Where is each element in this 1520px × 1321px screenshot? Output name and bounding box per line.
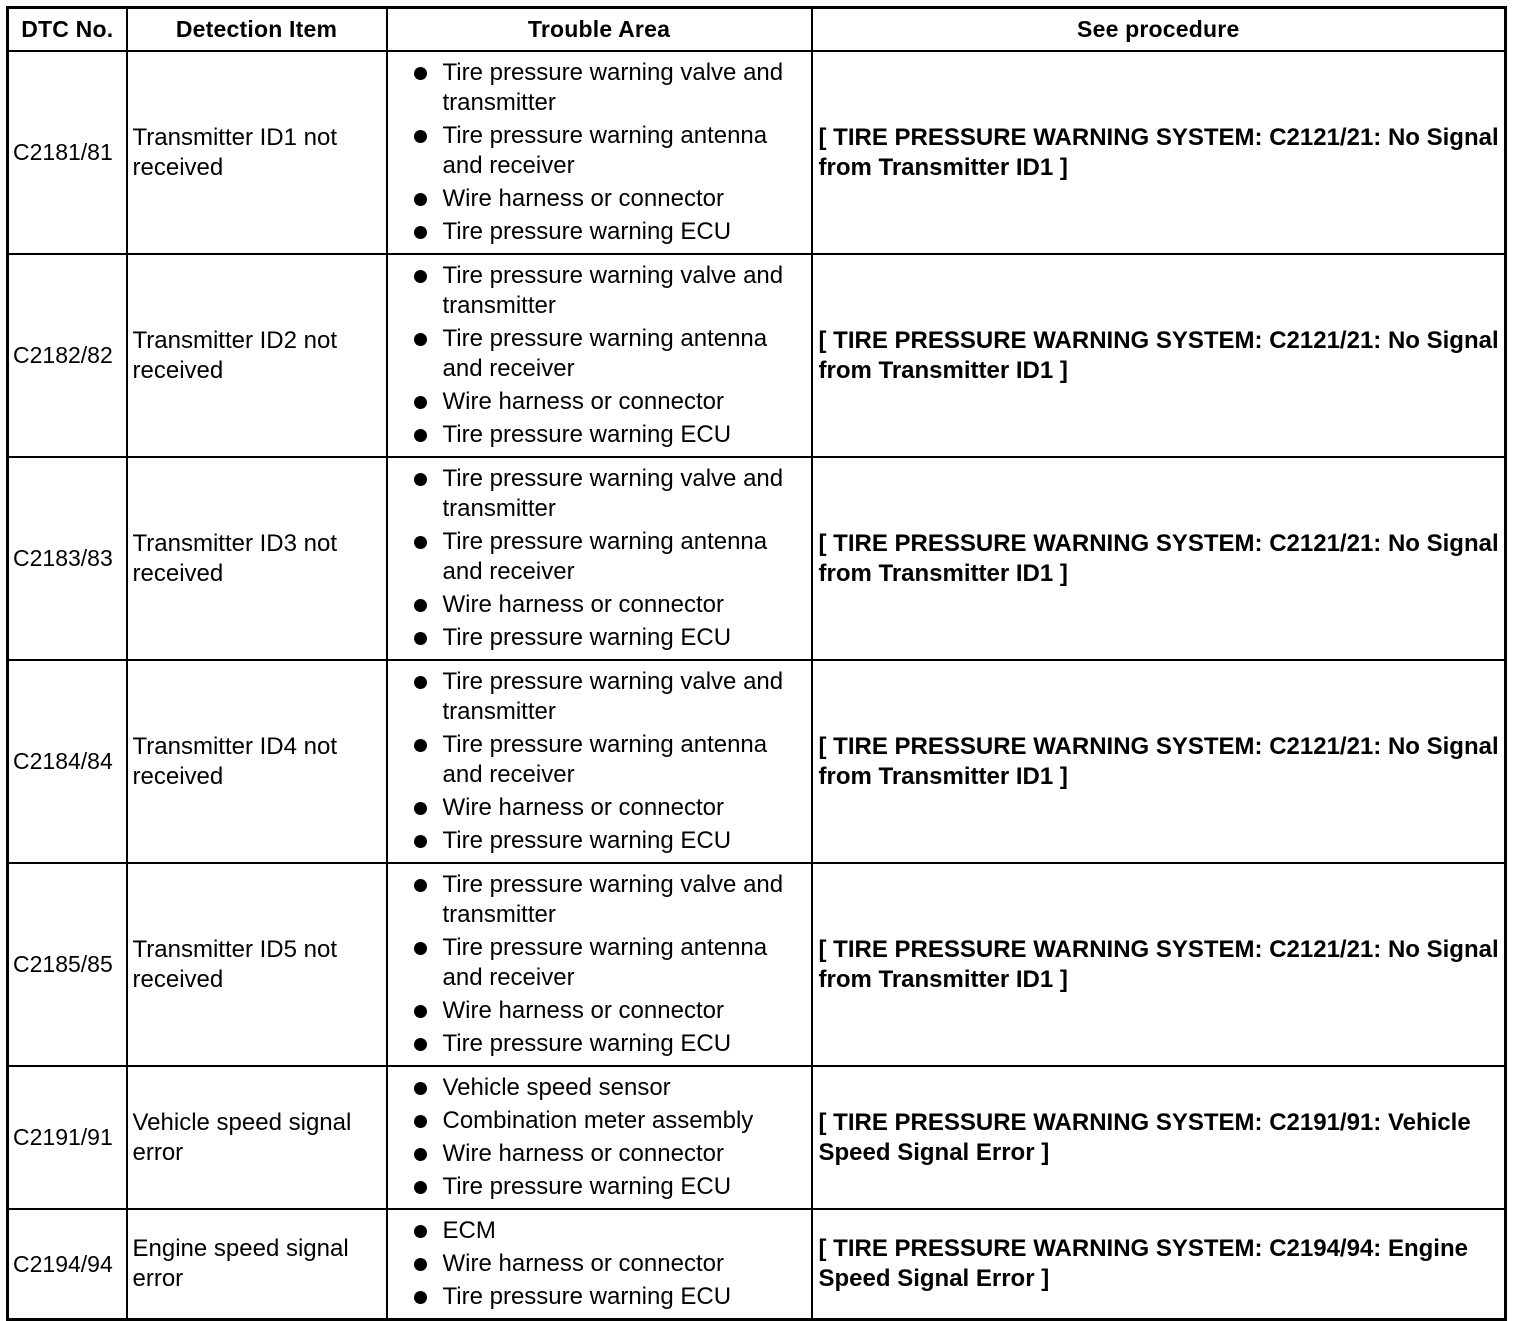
trouble-area-item: Tire pressure warning ECU xyxy=(410,1029,805,1059)
trouble-area-item: Tire pressure warning ECU xyxy=(410,1282,805,1312)
header-row xyxy=(8,8,1506,52)
trouble-area-list xyxy=(410,261,805,450)
detection-item: Transmitter ID2 not received xyxy=(127,254,387,457)
trouble-area-item: Tire pressure warning valve and transmitter xyxy=(410,667,805,727)
dtc-code: C2182/82 xyxy=(8,254,127,457)
trouble-area-item: Wire harness or connector xyxy=(410,184,805,214)
trouble-area-item: Vehicle speed sensor xyxy=(410,1073,805,1103)
trouble-area-item: Tire pressure warning antenna and receiver xyxy=(410,933,805,993)
table-row xyxy=(8,51,1506,254)
trouble-area xyxy=(387,1066,812,1209)
dtc-code: C2181/81 xyxy=(8,51,127,254)
detection-item: Transmitter ID5 not received xyxy=(127,863,387,1066)
header-dtc-no: DTC No. xyxy=(8,8,127,52)
detection-item: Transmitter ID1 not received xyxy=(127,51,387,254)
dtc-code: C2194/94 xyxy=(8,1209,127,1320)
detection-item: Vehicle speed signal error xyxy=(127,1066,387,1209)
table-row xyxy=(8,457,1506,660)
detection-item: Transmitter ID4 not received xyxy=(127,660,387,863)
trouble-area-item: Tire pressure warning antenna and receiver xyxy=(410,324,805,384)
trouble-area-list xyxy=(410,464,805,653)
trouble-area-item: Tire pressure warning valve and transmitter xyxy=(410,261,805,321)
detection-item: Engine speed signal error xyxy=(127,1209,387,1320)
trouble-area xyxy=(387,1209,812,1320)
procedure-link[interactable]: [ TIRE PRESSURE WARNING SYSTEM: C2121/21: No Signal from Transmitter ID1 ] xyxy=(812,254,1506,457)
dtc-code: C2184/84 xyxy=(8,660,127,863)
trouble-area-item: Tire pressure warning antenna and receiver xyxy=(410,527,805,587)
procedure-link[interactable]: [ TIRE PRESSURE WARNING SYSTEM: C2194/94: Engine Speed Signal Error ] xyxy=(812,1209,1506,1320)
table-row xyxy=(8,863,1506,1066)
trouble-area-item: Wire harness or connector xyxy=(410,1249,805,1279)
table-row xyxy=(8,1066,1506,1209)
trouble-area-item: Wire harness or connector xyxy=(410,590,805,620)
dtc-code: C2183/83 xyxy=(8,457,127,660)
detection-item: Transmitter ID3 not received xyxy=(127,457,387,660)
trouble-area-list xyxy=(410,1073,805,1202)
trouble-area-list xyxy=(410,1216,805,1312)
dtc-table xyxy=(6,6,1507,1321)
trouble-area xyxy=(387,660,812,863)
trouble-area-item: ECM xyxy=(410,1216,805,1246)
table-row xyxy=(8,660,1506,863)
trouble-area-item: Wire harness or connector xyxy=(410,387,805,417)
header-trouble-area: Trouble Area xyxy=(387,8,812,52)
trouble-area-item: Combination meter assembly xyxy=(410,1106,805,1136)
trouble-area-item: Tire pressure warning antenna and receiver xyxy=(410,730,805,790)
trouble-area-item: Wire harness or connector xyxy=(410,793,805,823)
trouble-area-list xyxy=(410,870,805,1059)
trouble-area xyxy=(387,51,812,254)
procedure-link[interactable]: [ TIRE PRESSURE WARNING SYSTEM: C2121/21: No Signal from Transmitter ID1 ] xyxy=(812,457,1506,660)
trouble-area-item: Tire pressure warning valve and transmitter xyxy=(410,870,805,930)
trouble-area-item: Tire pressure warning ECU xyxy=(410,217,805,247)
trouble-area-item: Tire pressure warning ECU xyxy=(410,420,805,450)
trouble-area-item: Tire pressure warning valve and transmitter xyxy=(410,58,805,118)
trouble-area-item: Wire harness or connector xyxy=(410,996,805,1026)
table-row xyxy=(8,1209,1506,1320)
header-see-procedure: See procedure xyxy=(812,8,1506,52)
trouble-area xyxy=(387,863,812,1066)
trouble-area-list xyxy=(410,667,805,856)
dtc-code: C2191/91 xyxy=(8,1066,127,1209)
procedure-link[interactable]: [ TIRE PRESSURE WARNING SYSTEM: C2121/21: No Signal from Transmitter ID1 ] xyxy=(812,51,1506,254)
trouble-area-item: Tire pressure warning valve and transmitter xyxy=(410,464,805,524)
trouble-area-item: Tire pressure warning ECU xyxy=(410,826,805,856)
dtc-code: C2185/85 xyxy=(8,863,127,1066)
table-row xyxy=(8,254,1506,457)
trouble-area-item: Tire pressure warning ECU xyxy=(410,1172,805,1202)
trouble-area-item: Tire pressure warning ECU xyxy=(410,623,805,653)
procedure-link[interactable]: [ TIRE PRESSURE WARNING SYSTEM: C2121/21: No Signal from Transmitter ID1 ] xyxy=(812,863,1506,1066)
procedure-link[interactable]: [ TIRE PRESSURE WARNING SYSTEM: C2191/91: Vehicle Speed Signal Error ] xyxy=(812,1066,1506,1209)
trouble-area-item: Wire harness or connector xyxy=(410,1139,805,1169)
trouble-area xyxy=(387,254,812,457)
header-detection-item: Detection Item xyxy=(127,8,387,52)
procedure-link[interactable]: [ TIRE PRESSURE WARNING SYSTEM: C2121/21: No Signal from Transmitter ID1 ] xyxy=(812,660,1506,863)
trouble-area xyxy=(387,457,812,660)
trouble-area-item: Tire pressure warning antenna and receiver xyxy=(410,121,805,181)
trouble-area-list xyxy=(410,58,805,247)
